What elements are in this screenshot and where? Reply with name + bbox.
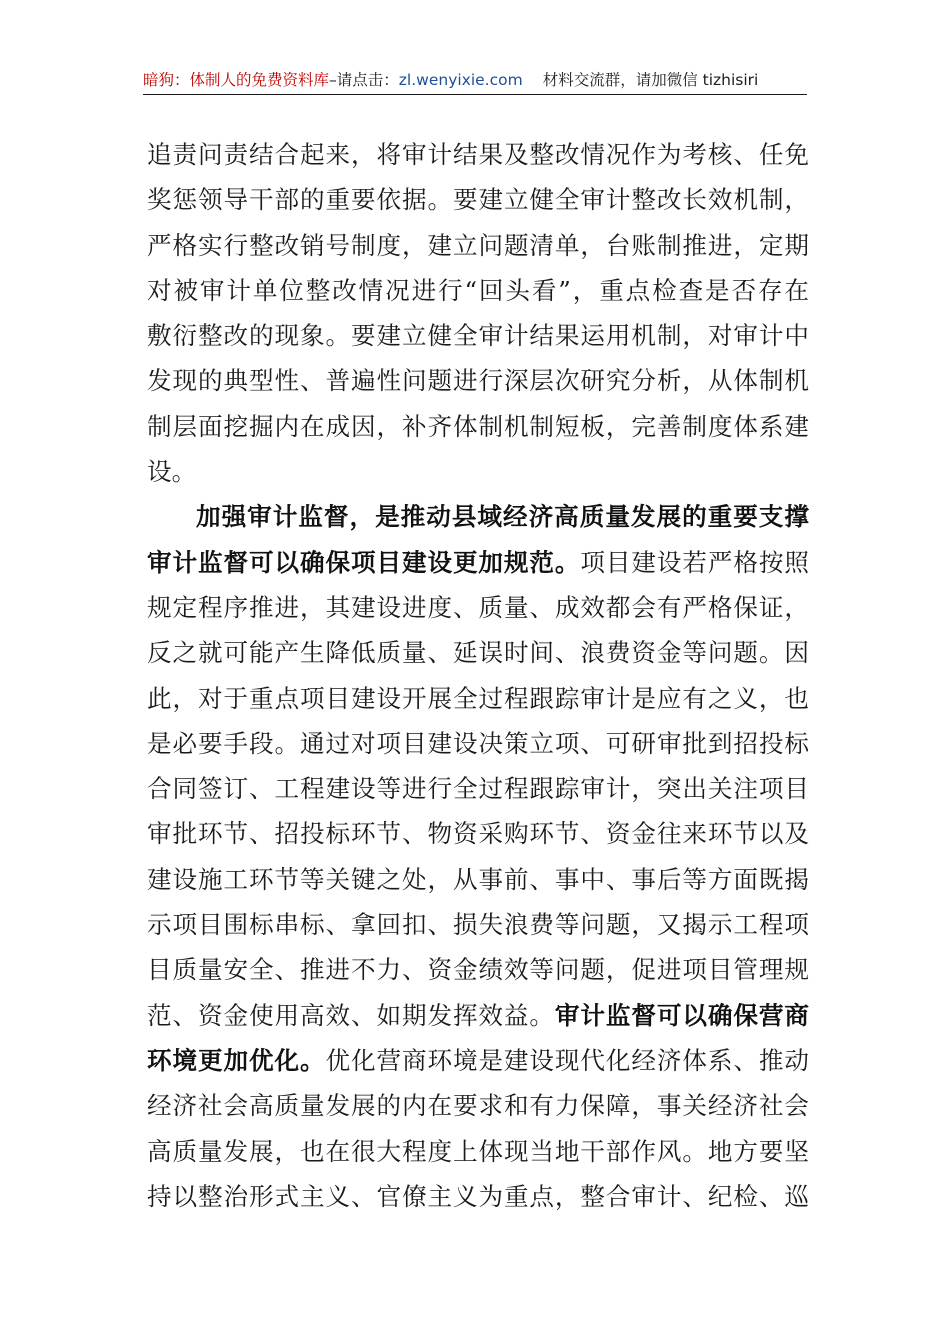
text-line-mixed xyxy=(147,540,809,585)
text-line: 是必要手段。通过对项目建设决策立项、可研审批到招投标 xyxy=(147,728,809,758)
header-click-prompt: –请点击： xyxy=(329,71,399,89)
text-line-mixed xyxy=(147,993,809,1038)
text-line: 对被审计单位整改情况进行“回头看”，重点检查是否存在 xyxy=(147,275,809,305)
bold-subheading: 审计监督可以确保营商 xyxy=(554,1000,809,1030)
header-url-link[interactable]: zl.wenyixie.com xyxy=(398,71,523,89)
text-segment: 优化营商环境是建设现代化经济体系、推动 xyxy=(325,1045,809,1075)
text-line: 规定程序推进，其建设进度、质量、成效都会有严格保证， xyxy=(147,592,809,622)
text-line: 经济社会高质量发展的内在要求和有力保障，事关经济社会 xyxy=(147,1091,809,1121)
text-line: 审批环节、招投标环节、物资采购环节、资金往来环节以及 xyxy=(147,819,809,849)
page-header-banner xyxy=(143,68,807,95)
bold-subheading: 审计监督可以确保项目建设更加规范。 xyxy=(147,547,581,577)
text-line: 设。 xyxy=(147,457,197,487)
text-line: 奖惩领导干部的重要依据。要建立健全审计整改长效机制， xyxy=(147,185,809,215)
text-line: 建设施工环节等关键之处，从事前、事中、事后等方面既揭 xyxy=(147,864,809,894)
text-line: 追责问责结合起来，将审计结果及整改情况作为考核、任免 xyxy=(147,140,809,169)
text-line: 高质量发展，也在很大程度上体现当地干部作风。地方要坚 xyxy=(147,1136,809,1166)
text-line: 发现的典型性、普遍性问题进行深层次研究分析，从体制机 xyxy=(147,366,809,396)
text-segment: 范、资金使用高效、如期发挥效益。 xyxy=(147,1000,555,1030)
document-body xyxy=(147,132,809,1219)
text-line: 严格实行整改销号制度，建立问题清单，台账制推进，定期 xyxy=(147,230,809,260)
text-line: 合同签订、工程建设等进行全过程跟踪审计，突出关注项目 xyxy=(147,774,809,804)
text-line: 制层面挖掘内在成因，补齐体制机制短板，完善制度体系建 xyxy=(147,411,809,441)
header-site-label: 暗狗：体制人的免费资料库 xyxy=(143,71,330,89)
text-line: 敷衍整改的现象。要建立健全审计结果运用机制，对审计中 xyxy=(147,321,809,351)
text-segment: 项目建设若严格按照 xyxy=(580,547,809,577)
text-line: 持以整治形式主义、官僚主义为重点，整合审计、纪检、巡 xyxy=(147,1181,809,1211)
bold-subheading: 环境更加优化。 xyxy=(147,1045,326,1075)
text-line: 示项目围标串标、拿回扣、损失浪费等问题，又揭示工程项 xyxy=(147,910,809,940)
header-contact-text: 材料交流群，请加微信 tizhisiri xyxy=(542,71,759,89)
section-heading: 加强审计监督，是推动县域经济高质量发展的重要支撑 xyxy=(196,502,809,532)
text-line: 目质量安全、推进不力、资金绩效等问题，促进项目管理规 xyxy=(147,955,809,985)
text-line-mixed xyxy=(147,1038,809,1083)
text-line: 反之就可能产生降低质量、延误时间、浪费资金等问题。因 xyxy=(147,638,809,668)
text-line: 此，对于重点项目建设开展全过程跟踪审计是应有之义，也 xyxy=(147,683,809,713)
